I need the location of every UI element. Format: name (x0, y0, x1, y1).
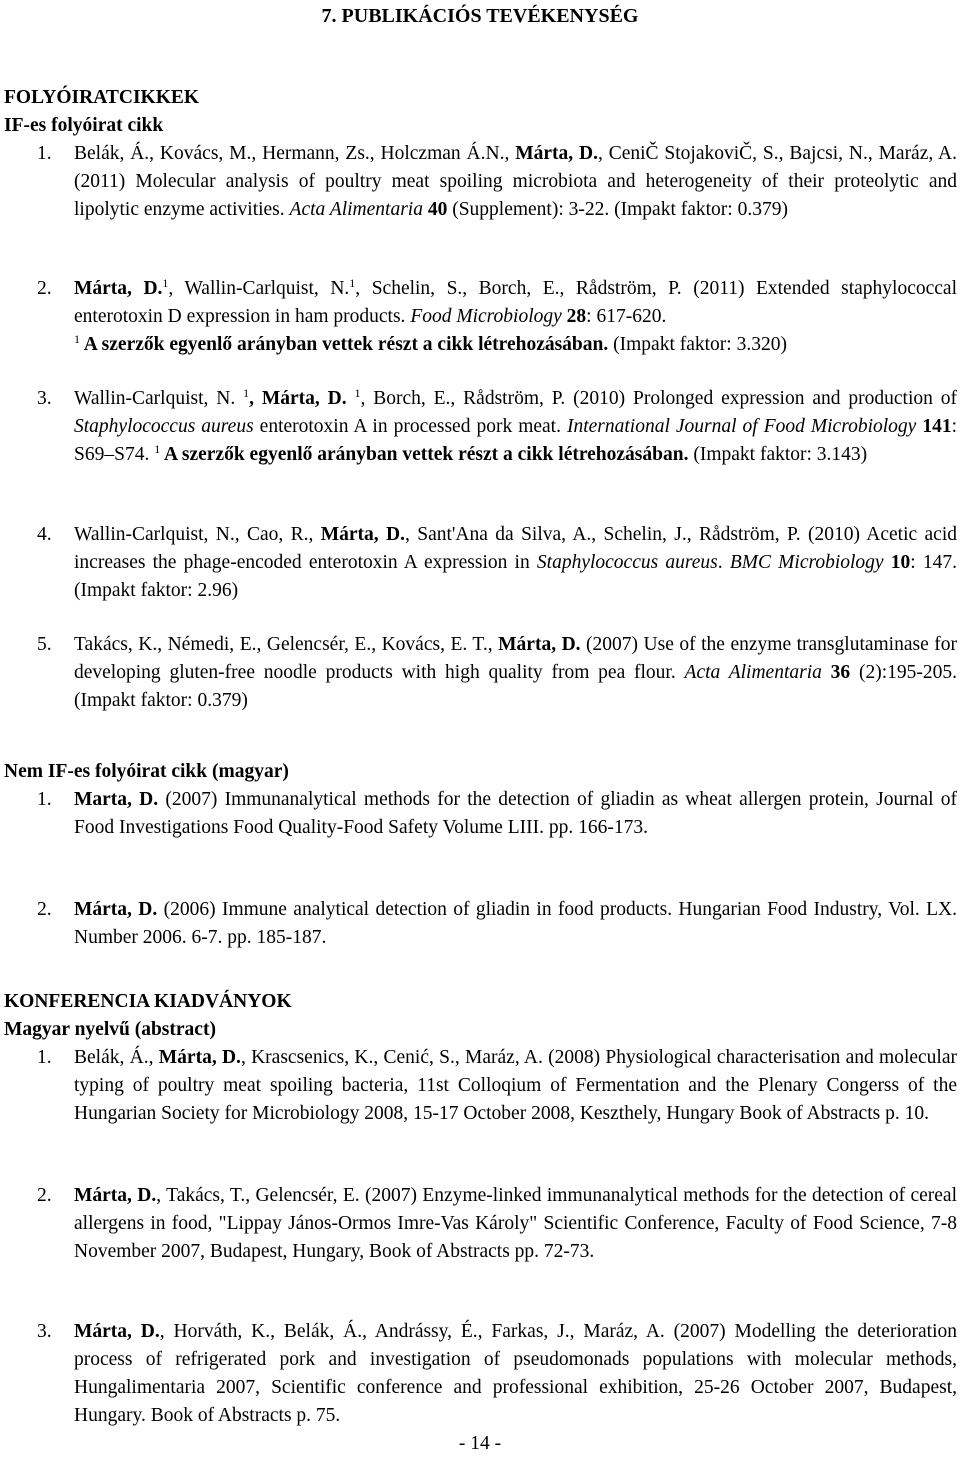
citation-text: Wallin-Carlquist, N. $^1$, Márta, D. $^1$, Borch, E., Rådström, P. (2010) Prolonged expression and production of Staphylococcus aureus enterotoxin A in processed pork meat. International Journal of Food Microbiology 141: S69–S74. $^1$ A szerzők egyenlő arányban vettek részt a cikk létrehozásában. (Impakt faktor: 3.143) (74, 386, 958, 465)
page-title: 7. PUBLIKÁCIÓS TEVÉKENYSÉG (321, 5, 639, 27)
citation-text: Márta, D. (2006) Immune analytical detection of gliadin in food products. Hungarian Food Industry, Vol. LX. Number 2006. 6-7. pp. 185-187. (74, 899, 957, 948)
non-if-articles-heading: Nem IF-es folyóirat cikk (magyar) (4, 761, 289, 782)
item-number: 2. (37, 278, 52, 299)
item-number: 1. (37, 1047, 52, 1068)
hungarian-abstract-heading: Magyar nyelvű (abstract) (4, 1019, 216, 1040)
page-number: - 14 - (458, 1433, 502, 1454)
citation-text: Takács, K., Némedi, E., Gelencsér, E., Kovács, E. T., Márta, D. (2007) Use of the enzyme transglutaminase for developing gluten-free noodle products with high quality from pea flour. Acta Alimentaria 36 (2):195-205. (Impakt faktor: 0.379) (74, 634, 957, 711)
citation-text: Wallin-Carlquist, N., Cao, R., Márta, D., Sant'Ana da Silva, A., Schelin, J., Rådström, P. (2010) Acetic acid increases the phage-encoded enterotoxin A expression in Staphylococcus aureus. BMC Microbiology 10: 147. (Impakt faktor: 2.96) (74, 524, 958, 601)
citation-text: Márta, D., Takács, T., Gelencsér, E. (2007) Enzyme-linked immunanalytical methods for the detection of cereal allergens in food, "Lippay János-Ormos Imre-Vas Károly" Scientific Conference, Faculty of Food Science, 7-8 November 2007, Budapest, Hungary, Book of Abstracts pp. 72-73. (74, 1185, 958, 1262)
item-number: 4. (37, 524, 52, 545)
if-articles-heading: IF-es folyóirat cikk (4, 115, 164, 136)
item-number: 2. (37, 1185, 52, 1206)
citation-text: Marta, D. (2007) Immunanalytical methods for the detection of gliadin as wheat allergen protein, Journal of Food Investigations Food Quality-Food Safety Volume LIII. pp. 166-173. (74, 789, 957, 838)
item-number: 3. (37, 1321, 52, 1342)
citation-text: Belák, Á., Márta, D., Krascsenics, K., Cenić, S., Maráz, A. (2008) Physiological characterisation and molecular typing of poultry meat spoiling bacteria, 11st Colloqium of Fermentation and the Plenary Congerss of the Hungarian Society for Microbiology 2008, 15-17 October 2008, Keszthely, Hungary Book of Abstracts p. 10. (74, 1047, 957, 1124)
journal-articles-heading: FOLYÓIRATCIKKEK (4, 87, 200, 108)
item-number: 1. (37, 789, 52, 810)
item-number: 1. (37, 143, 52, 164)
citation-text: Márta, D.$^1$, Wallin-Carlquist, N.$^1$, Schelin, S., Borch, E., Rådström, P. (2011) Extended staphylococcal enterotoxin D expression in ham products. Food Microbiology 28: 617-620. $^1$ A szerzők egyenlő arányban vettek részt a cikk létrehozásában. (Impakt faktor: 3.320) (74, 276, 957, 355)
item-number: 2. (37, 899, 52, 920)
conference-heading: KONFERENCIA KIADVÁNYOK (4, 991, 292, 1012)
item-number: 5. (37, 634, 52, 655)
item-number: 3. (37, 388, 52, 409)
citation-text: Márta, D., Horváth, K., Belák, Á., Andrássy, É., Farkas, J., Maráz, A. (2007) Modelling the deterioration process of refrigerated pork and investigation of pseudomonads populations with molecular methods, Hungalimentaria 2007, Scientific conference and professional exhibition, 25-26 October 2007, Budapest, Hungary. Book of Abstracts p. 75. (74, 1321, 957, 1426)
citation-text: Belák, Á., Kovács, M., Hermann, Zs., Holczman Á.N., Márta, D., CeniČ StojakoviČ, S., Bajcsi, N., Maráz, A. (2011) Molecular analysis of poultry meat spoiling microbiota and heterogeneity of their proteolytic and lipolytic enzyme activities. Acta Alimentaria 40 (Supplement): 3-22. (Impakt faktor: 0.379) (74, 143, 957, 220)
